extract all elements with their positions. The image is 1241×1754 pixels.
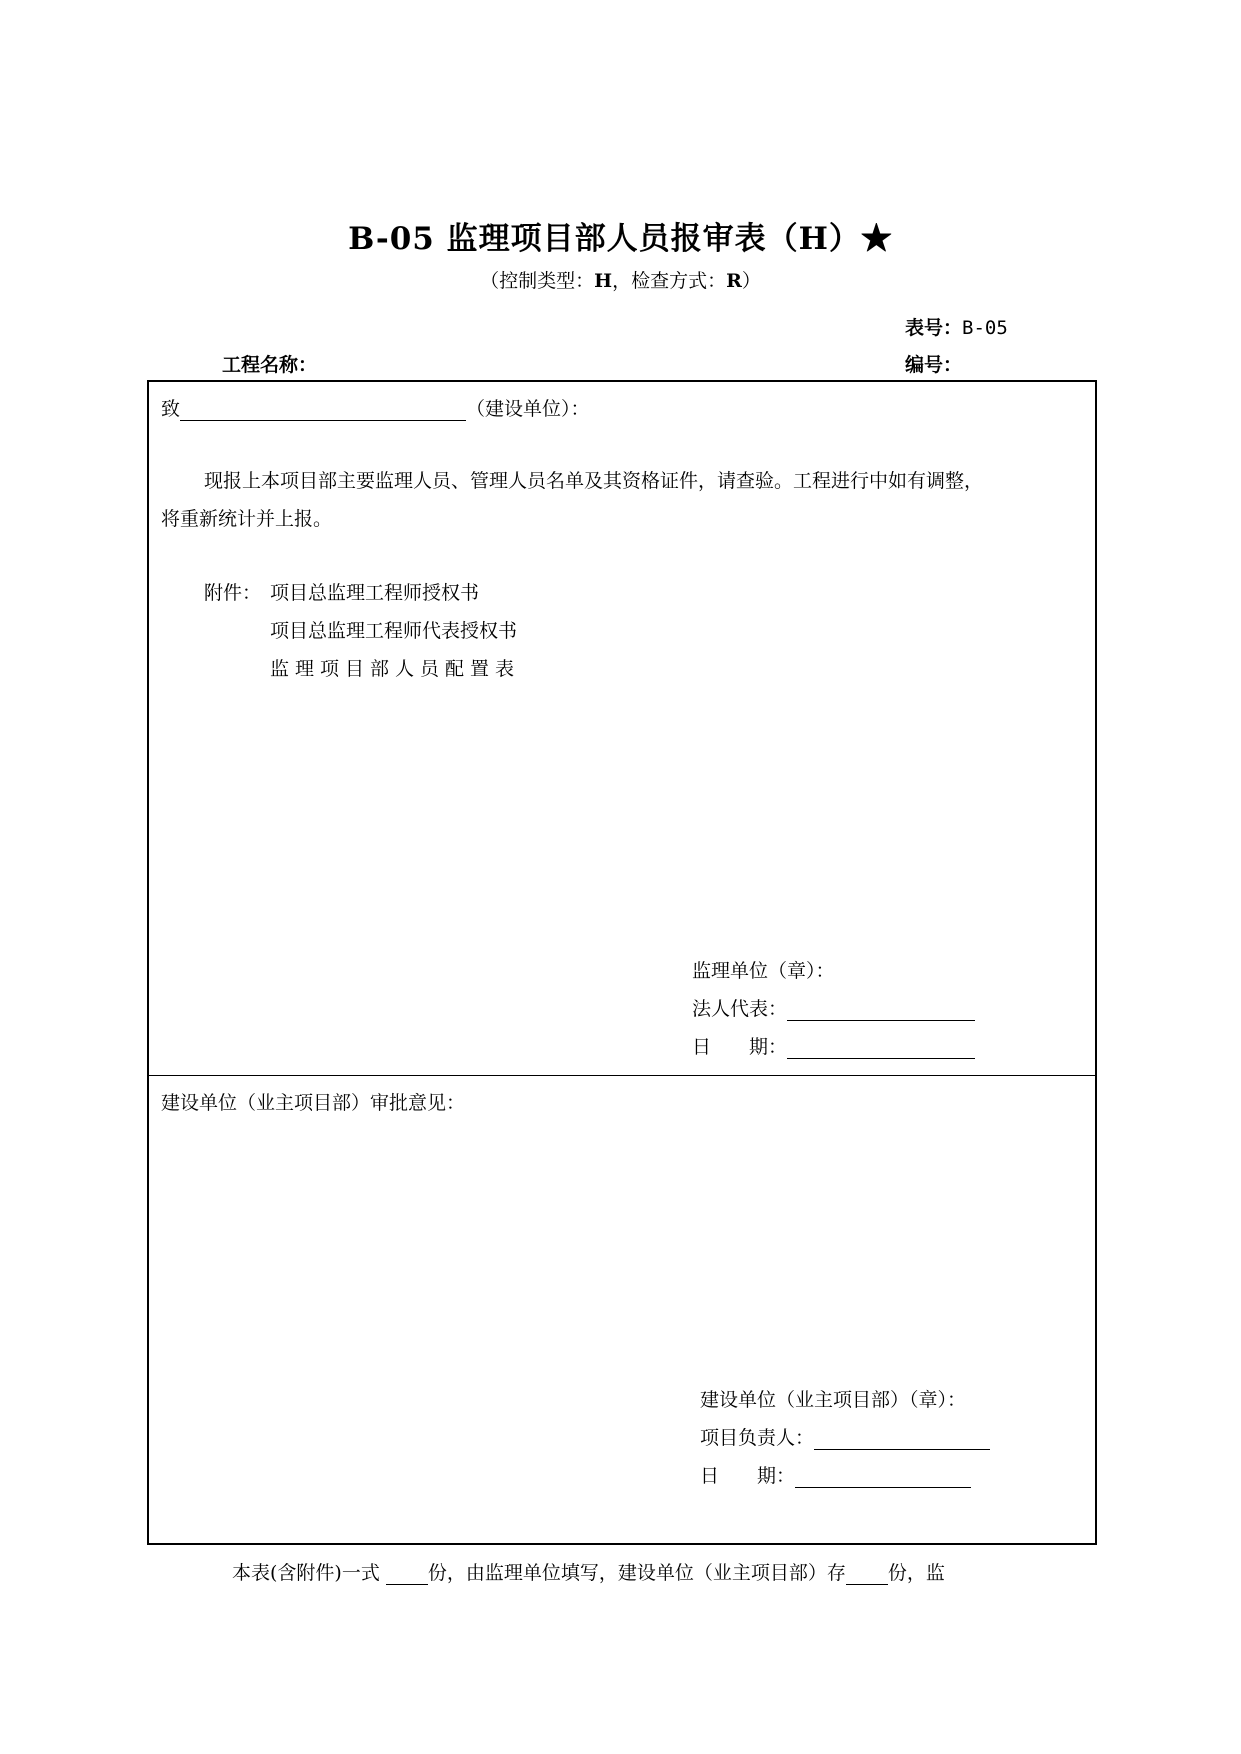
form-number-value: B-05 [962,317,1008,339]
supervision-date-line [692,1032,975,1059]
supervision-date-field[interactable] [787,1036,975,1059]
supervision-date-label: 日 期： [692,1036,788,1058]
attachment-item: 项目总监理工程师授权书 [270,582,480,604]
subtitle-mid: ，检查方式： [612,270,727,292]
control-type-subtitle [0,266,1241,293]
legal-representative-line [692,994,975,1021]
owner-date-line [700,1461,971,1488]
copies-note-part-2: 份，由监理单位填写，建设单位（业主项目部）存 [427,1562,846,1584]
form-table [147,380,1097,1545]
serial-number-label: 编号： [905,354,963,376]
project-name-label: 工程名称： [222,354,318,376]
control-type-value: H [594,270,613,292]
legal-representative-label: 法人代表： [692,998,788,1020]
form-number-label: 表号： [905,317,963,339]
inspection-method-value: R [726,270,742,292]
copies-note-part-3: 份，监 [887,1562,945,1584]
owner-date-field[interactable] [795,1465,971,1488]
attachment-item: 项目总监理工程师代表授权书 [270,620,518,642]
project-leader-label: 项目负责人： [700,1427,815,1449]
addressee-prefix: 致 [161,398,181,420]
attachment-item: 监理项目部人员配置表 [270,658,521,680]
report-body-line-1: 现报上本项目部主要监理人员、管理人员名单及其资格证件，请查验。工程进行中如有调整， [204,470,984,492]
supervision-unit-seal-label: 监理单位（章）： [692,960,835,982]
report-body-line-2: 将重新统计并上报。 [161,508,333,530]
owner-unit-seal-label: 建设单位（业主项目部）（章）： [700,1389,967,1411]
project-leader-line [700,1423,990,1450]
copies-note-part-1: 本表(含附件)一式 [232,1562,380,1584]
section-divider [149,1075,1095,1076]
addressee-line [161,394,590,421]
legal-representative-field[interactable] [787,998,975,1021]
document-title: B-05 监理项目部人员报审表（H）★ [348,221,893,257]
addressee-field[interactable] [180,398,466,421]
approval-opinion-heading: 建设单位（业主项目部）审批意见： [161,1092,466,1114]
owner-copies-field[interactable] [846,1562,888,1585]
subtitle-suffix: ） [741,270,761,292]
copies-note [232,1558,945,1585]
attachments-label: 附件： [204,582,262,604]
subtitle-prefix: （控制类型： [480,270,595,292]
owner-date-label: 日 期： [700,1465,796,1487]
project-leader-field[interactable] [814,1427,990,1450]
form-number [905,313,1008,340]
total-copies-field[interactable] [386,1562,428,1585]
addressee-suffix: （建设单位）： [466,398,590,420]
